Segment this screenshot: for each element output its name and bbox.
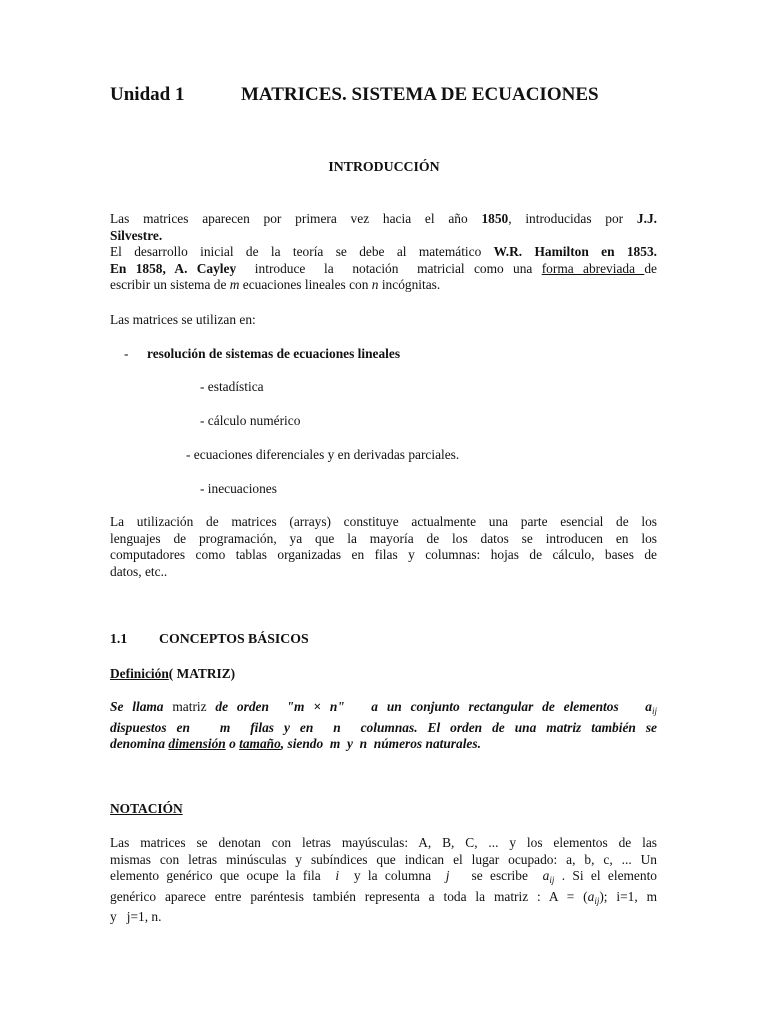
text-span: incógnitas. xyxy=(378,277,441,292)
intro-line-2 xyxy=(110,228,657,245)
text-span: matriz xyxy=(163,699,216,714)
definition-heading xyxy=(110,666,235,683)
text-span: introduce la notación matricial como una xyxy=(236,260,542,276)
text-span: denomina xyxy=(110,736,169,751)
text-span: se escribe xyxy=(449,868,543,883)
year-1850: 1850 xyxy=(481,211,509,226)
definition-line-2: dispuestos en m filas y en n columnas. El orden de una matriz también se xyxy=(110,719,657,735)
author-name: J.J. xyxy=(636,211,657,226)
section-heading xyxy=(110,631,309,648)
text-span: de orden "m × n" a un conjunto rectangular de elementos a xyxy=(215,699,652,714)
arrays-paragraph xyxy=(110,514,657,580)
intro-heading: INTRODUCCIÓN xyxy=(328,159,440,174)
notation-line-3 xyxy=(110,868,657,889)
definition-line-1 xyxy=(110,699,657,720)
arrays-line-3: computadores como tablas organizadas en filas y columnas: hojas de cálculo, bases de xyxy=(110,547,657,562)
subscript-ij: ij xyxy=(549,875,555,885)
notation-heading: NOTACIÓN xyxy=(110,801,183,816)
use-item-calculo: - cálculo numérico xyxy=(200,413,301,428)
notation-line-1: Las matrices se denotan con letras mayúsculas: A, B, C, ... y los elementos de las xyxy=(110,835,657,850)
text-span: elemento genérico que ocupe la fila xyxy=(110,868,336,883)
subscript-ij: ij xyxy=(651,706,657,716)
cayley-name: En 1858, A. Cayley xyxy=(110,260,237,276)
text-span: escribir un sistema de xyxy=(110,277,230,292)
text-span: de xyxy=(644,260,657,276)
list-dash: - xyxy=(124,346,129,361)
text-span: Se llama xyxy=(110,699,164,714)
definition-paragraph xyxy=(110,699,657,753)
notation-line-2: mismas con letras minúsculas y subíndices que indican el lugar ocupado: a, b, c, ... Un xyxy=(110,851,657,867)
uses-intro: Las matrices se utilizan en: xyxy=(110,312,256,327)
text-span: o xyxy=(225,736,240,751)
intro-line-4 xyxy=(110,261,657,278)
unit-title xyxy=(110,84,599,105)
underlined-term: forma abreviada xyxy=(541,260,645,276)
notation-line-4 xyxy=(110,889,657,910)
intro-line-3 xyxy=(110,244,657,261)
use-item-inecuaciones: - inecuaciones xyxy=(200,481,277,496)
definition-line-3 xyxy=(110,736,657,753)
intro-line-1 xyxy=(110,211,657,228)
intro-line-5 xyxy=(110,277,657,294)
text-span: . Si el elemento xyxy=(554,868,657,883)
use-item-ecuaciones: - ecuaciones diferenciales y en derivadas parciales. xyxy=(186,447,460,462)
notation-line-5: y j=1, n. xyxy=(110,909,162,924)
unit-number: Unidad 1 xyxy=(110,84,185,105)
var-j: j xyxy=(445,868,450,883)
term-tamano: tamaño xyxy=(239,736,281,751)
definition-paren: ( MATRIZ) xyxy=(168,666,236,681)
text-span: genérico aparece entre paréntesis también representa a toda la matriz : A = ( xyxy=(110,888,588,904)
var-i: i xyxy=(335,868,340,883)
unit-title-text: MATRICES. SISTEMA DE ECUACIONES xyxy=(241,84,599,105)
var-a: a xyxy=(587,888,595,904)
subscript-ij: ij xyxy=(594,895,600,906)
term-dimension: dimensión xyxy=(168,736,226,751)
hamilton-name: W.R. Hamilton en 1853. xyxy=(493,244,657,259)
intro-paragraph xyxy=(110,211,657,294)
use-item-main: resolución de sistemas de ecuaciones lineales xyxy=(147,346,401,361)
text-span: , siendo m y n números naturales. xyxy=(280,736,481,751)
arrays-line-2: lenguajes de programación, ya que la mayoría de los datos se introducen en los xyxy=(110,530,657,546)
text-span: ecuaciones lineales con xyxy=(239,277,372,292)
author-name: Silvestre. xyxy=(110,227,163,243)
definition-label: Definición xyxy=(110,666,169,681)
text-span: El desarrollo inicial de la teoría se debe al matemático xyxy=(110,244,494,259)
section-title: CONCEPTOS BÁSICOS xyxy=(159,631,309,646)
text-span: , introducidas por xyxy=(508,211,637,226)
arrays-line-4: datos, etc.. xyxy=(110,563,168,579)
text-span: Las matrices aparecen por primera vez hacia el año xyxy=(110,211,482,226)
arrays-line-1: La utilización de matrices (arrays) constituye actualmente una parte esencial de los xyxy=(110,514,657,529)
text-span: y la columna xyxy=(339,868,446,883)
var-m: m xyxy=(229,277,240,292)
var-n: n xyxy=(371,277,379,292)
var-a: a xyxy=(542,868,550,883)
notation-paragraph xyxy=(110,835,657,926)
text-span: ); i=1, m xyxy=(599,888,657,904)
use-item-estadistica: - estadística xyxy=(200,379,264,394)
section-number: 1.1 xyxy=(110,631,128,646)
